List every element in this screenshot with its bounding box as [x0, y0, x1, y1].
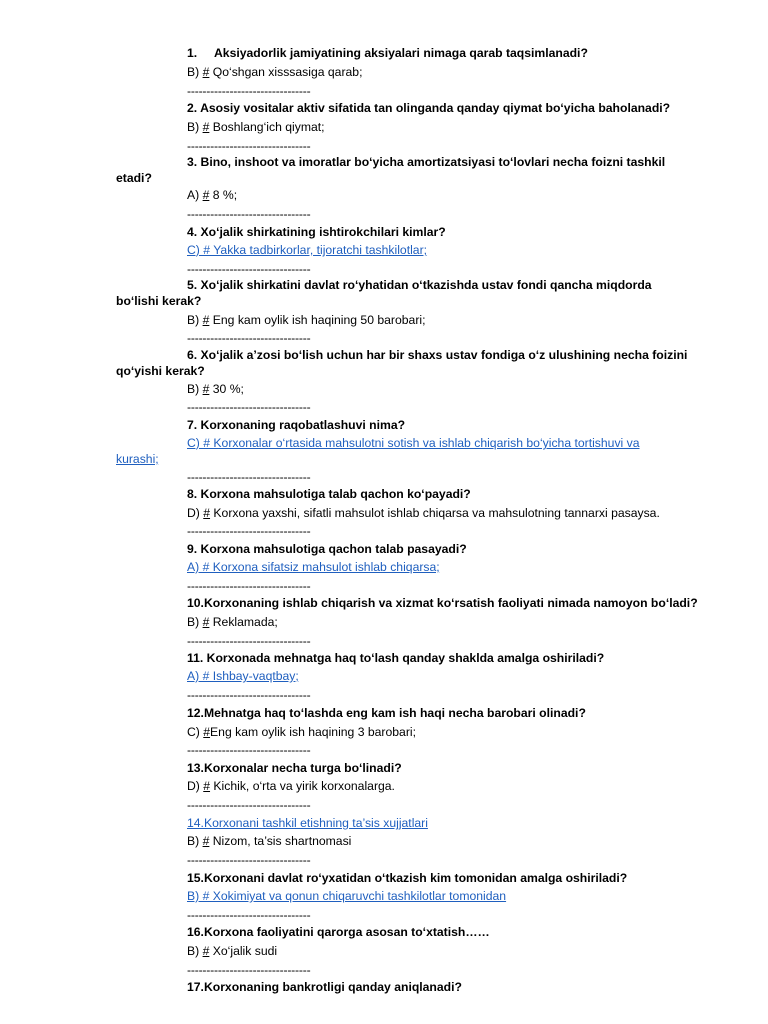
separator: --------------------------------	[187, 634, 311, 648]
answer-14: B) # Nizom, ta’sis shartnomasi	[187, 834, 352, 848]
answer-3: A) # 8 %;	[187, 188, 238, 202]
answer-16: B) # Xo‘jalik sudi	[187, 944, 278, 958]
question-text: Aksiyadorlik jamiyatining aksiyalari nimaga qarab taqsimlanadi?	[214, 46, 588, 60]
question-16: 16.Korxona faoliyatini qarorga asosan to‘xtatish……	[187, 925, 490, 939]
answer-1: B) # Qo‘shgan xisssasiga qarab;	[187, 65, 363, 79]
separator: --------------------------------	[187, 579, 311, 593]
separator: --------------------------------	[187, 798, 311, 812]
answer-11-link[interactable]: A) # Ishbay-vaqtbay;	[187, 669, 299, 683]
answer-15-link[interactable]: B) # Xokimiyat va qonun chiqaruvchi tashkilotlar tomonidan	[187, 889, 507, 903]
question-9: 9. Korxona mahsulotiga qachon talab pasayadi?	[187, 542, 467, 556]
separator: --------------------------------	[187, 743, 311, 757]
question-1	[187, 45, 588, 61]
question-6-continued: qo‘yishi kerak?	[116, 364, 205, 378]
answer-4-link[interactable]: C) # Yakka tadbirkorlar, tijoratchi tashkilotlar;	[187, 243, 428, 257]
question-number: 1.	[187, 46, 198, 60]
separator: --------------------------------	[187, 84, 311, 98]
answer-mark: #	[202, 834, 210, 848]
answer-12: C) #Eng kam oylik ish haqining 3 barobari;	[187, 725, 416, 739]
question-4: 4. Xo‘jalik shirkatining ishtirokchilari kimlar?	[187, 225, 446, 239]
answer-mark: #	[202, 944, 210, 958]
question-6: 6. Xo‘jalik a’zosi bo‘lish uchun har bir shaxs ustav fondiga o‘z ulushining necha foizini	[187, 348, 688, 362]
separator: --------------------------------	[187, 963, 311, 977]
answer-13: D) # Kichik, o‘rta va yirik korxonalarga.	[187, 779, 395, 793]
separator: --------------------------------	[187, 331, 311, 345]
answer-9-link[interactable]: A) # Korxona sifatsiz mahsulot ishlab chiqarsa;	[187, 560, 440, 574]
answer-mark: #	[203, 506, 211, 520]
question-12: 12.Mehnatga haq to‘lashda eng kam ish haqi necha barobari olinadi?	[187, 706, 586, 720]
question-17: 17.Korxonaning bankrotligi qanday aniqlanadi?	[187, 980, 462, 994]
question-13: 13.Korxonalar necha turga bo‘linadi?	[187, 761, 402, 775]
separator: --------------------------------	[187, 853, 311, 867]
separator: --------------------------------	[187, 908, 311, 922]
question-3-continued: etadi?	[116, 171, 152, 185]
answer-mark: #	[202, 188, 210, 202]
separator: --------------------------------	[187, 207, 311, 221]
separator: --------------------------------	[187, 400, 311, 414]
question-5: 5. Xo‘jalik shirkatini davlat ro‘yhatidan o‘tkazishda ustav fondi qancha miqdorda	[187, 278, 652, 292]
question-8: 8. Korxona mahsulotiga talab qachon ko‘payadi?	[187, 487, 471, 501]
separator: --------------------------------	[187, 524, 311, 538]
answer-mark: #	[203, 725, 211, 739]
answer-mark: #	[202, 313, 210, 327]
question-10: 10.Korxonaning ishlab chiqarish va xizmat ko‘rsatish faoliyati nimada namoyon bo‘ladi?	[187, 596, 698, 610]
question-7: 7. Korxonaning raqobatlashuvi nima?	[187, 418, 406, 432]
answer-mark: #	[202, 65, 210, 79]
answer-mark: #	[202, 382, 210, 396]
answer-mark: #	[202, 615, 210, 629]
answer-mark: #	[203, 779, 211, 793]
question-5-continued: bo‘lishi kerak?	[116, 294, 202, 308]
separator: --------------------------------	[187, 688, 311, 702]
answer-8: D) # Korxona yaxshi, sifatli mahsulot ishlab chiqarsa va mahsulotning tannarxi pasaysa.	[187, 506, 660, 520]
separator: --------------------------------	[187, 262, 311, 276]
answer-6: B) # 30 %;	[187, 382, 244, 396]
question-15: 15.Korxonani davlat ro‘yxatidan o‘tkazish kim tomonidan amalga oshiriladi?	[187, 871, 628, 885]
question-3: 3. Bino, inshoot va imoratlar bo‘yicha amortizatsiyasi to‘lovlari necha foizni tashkil	[187, 155, 666, 169]
question-11: 11. Korxonada mehnatga haq to‘lash qanday shaklda amalga oshiriladi?	[187, 651, 605, 665]
answer-mark: #	[202, 120, 210, 134]
answer-10: B) # Reklamada;	[187, 615, 278, 629]
separator: --------------------------------	[187, 139, 311, 153]
question-2: 2. Asosiy vositalar aktiv sifatida tan olinganda qanday qiymat bo‘yicha baholanadi?	[187, 101, 671, 115]
answer-7-link[interactable]: C) # Korxonalar o‘rtasida mahsulotni sotish va ishlab chiqarish bo‘yicha tortishuvi va	[187, 436, 640, 450]
answer-7-link-continued[interactable]: kurashi;	[116, 452, 159, 466]
separator: --------------------------------	[187, 470, 311, 484]
answer-5: B) # Eng kam oylik ish haqining 50 barobari;	[187, 313, 426, 327]
question-14-link[interactable]: 14.Korxonani tashkil etishning ta’sis xujjatlari	[187, 816, 428, 830]
answer-2: B) # Boshlang‘ich qiymat;	[187, 120, 325, 134]
